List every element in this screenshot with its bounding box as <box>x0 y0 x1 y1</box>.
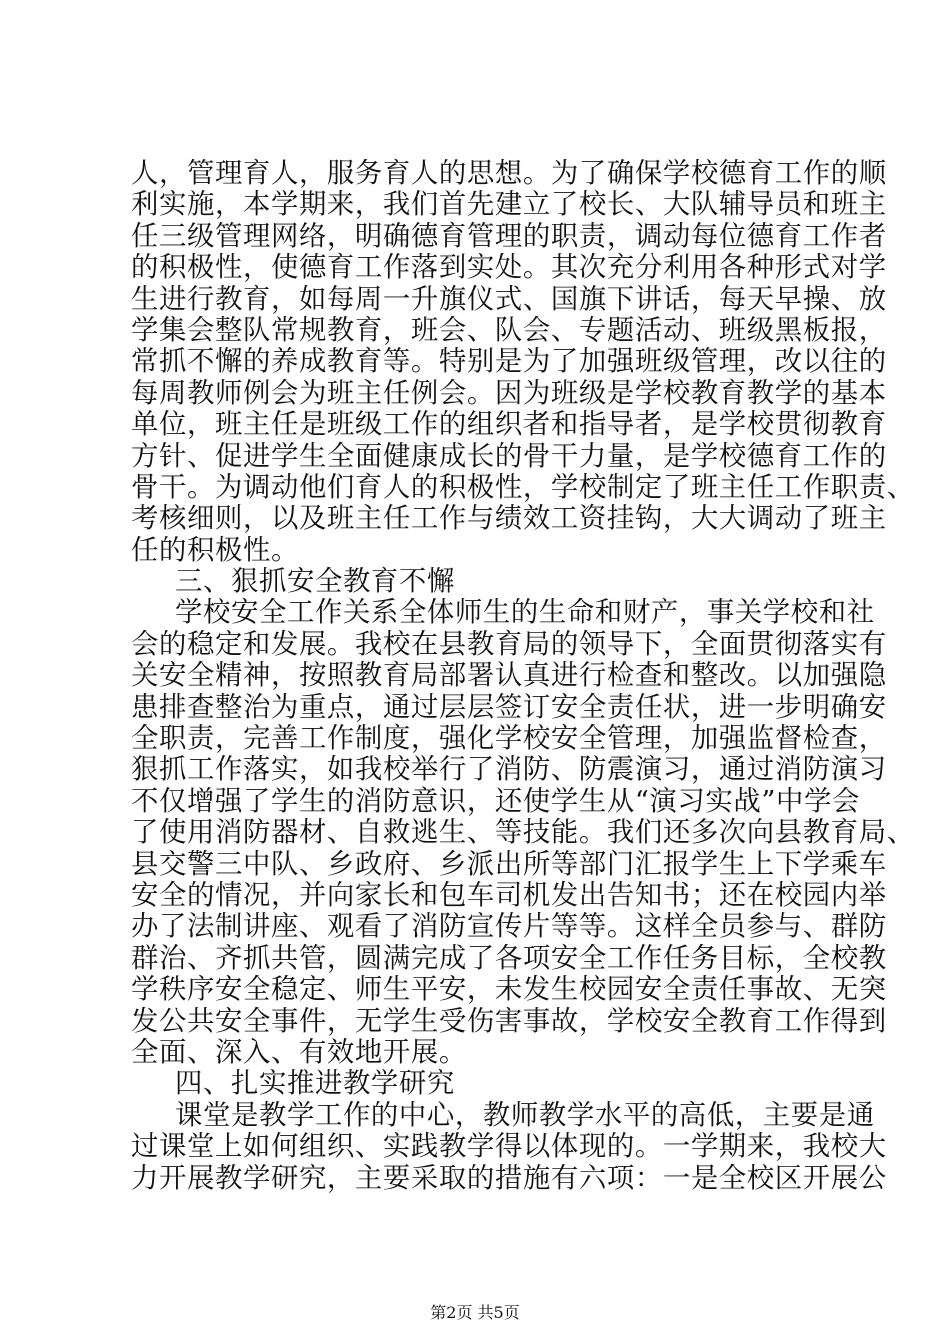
text-line: 人，管理育人，服务育人的思想。为了确保学校德育工作的顺 <box>131 158 887 189</box>
text-line: 全面、深入、有效地开展。 <box>131 1036 467 1068</box>
page-footer: 第2页 共5页 <box>430 1303 520 1322</box>
text-line: 任的积极性。 <box>131 534 299 566</box>
text-line: 了使用消防器材、自救逃生、等技能。我们还多次向县教育局、 <box>131 817 915 849</box>
text-line: 常抓不懈的养成教育等。特别是为了加强班级管理，改以往的 <box>131 346 887 378</box>
text-line: 学集会整队常规教育，班会、队会、专题活动、班级黑板报， <box>131 314 887 346</box>
text-line: 的积极性，使德育工作落到实处。其次充分利用各种形式对学 <box>131 252 887 284</box>
text-line: 会的稳定和发展。我校在县教育局的领导下，全面贯彻落实有 <box>131 628 887 660</box>
text-line: 狠抓工作落实，如我校举行了消防、防震演习，通过消防演习 <box>131 754 887 786</box>
text-line: 任三级管理网络，明确德育管理的职责，调动每位德育工作者 <box>131 220 887 252</box>
text-line: 发公共安全事件，无学生受伤害事故，学校安全教育工作得到 <box>131 1005 887 1037</box>
text-line: 县交警三中队、乡政府、乡派出所等部门汇报学生上下学乘车 <box>131 848 887 880</box>
text-line: 课堂是教学工作的中心，教师教学水平的高低，主要是通 <box>175 1099 875 1131</box>
section-heading: 三、狠抓安全教育不懈 <box>175 566 455 598</box>
text-line: 单位，班主任是班级工作的组织者和指导者，是学校贯彻教育 <box>131 409 887 441</box>
text-line: 力开展教学研究，主要采取的措施有六项：一是全校区开展公 <box>131 1162 887 1194</box>
text-line: 群治、齐抓共管，圆满完成了各项安全工作任务目标，全校教 <box>131 942 887 974</box>
text-line: 每周教师例会为班主任例会。因为班级是学校教育教学的基本 <box>131 377 887 409</box>
text-line: 方针、促进学生全面健康成长的骨干力量，是学校德育工作的 <box>131 440 887 472</box>
text-line: 利实施，本学期来，我们首先建立了校长、大队辅导员和班主 <box>131 189 887 221</box>
section-heading: 四、扎实推进教学研究 <box>175 1068 455 1100</box>
body-text <box>131 158 915 1194</box>
text-line: 考核细则，以及班主任工作与绩效工资挂钩，大大调动了班主 <box>131 503 887 535</box>
text-line: 学秩序安全稳定、师生平安，未发生校园安全责任事故、无突 <box>131 974 887 1006</box>
text-line: 安全的情况，并向家长和包车司机发出告知书；还在校园内举 <box>131 879 887 911</box>
text-line: 不仅增强了学生的消防意识，还使学生从“演习实战”中学会 <box>131 785 860 817</box>
text-line: 过课堂上如何组织、实践教学得以体现的。一学期来，我校大 <box>131 1131 887 1163</box>
text-line: 全职责，完善工作制度，强化学校安全管理，加强监督检查， <box>131 723 887 755</box>
text-line: 患排查整治为重点，通过层层签订安全责任状，进一步明确安 <box>131 691 887 723</box>
text-line: 办了法制讲座、观看了消防宣传片等等。这样全员参与、群防 <box>131 911 887 943</box>
text-line: 学校安全工作关系全体师生的生命和财产，事关学校和社 <box>175 597 875 629</box>
text-line: 生进行教育，如每周一升旗仪式、国旗下讲话，每天早操、放 <box>131 283 887 315</box>
text-line: 关安全精神，按照教育局部署认真进行检查和整改。以加强隐 <box>131 660 887 692</box>
text-line: 骨干。为调动他们育人的积极性，学校制定了班主任工作职责、 <box>131 471 915 503</box>
